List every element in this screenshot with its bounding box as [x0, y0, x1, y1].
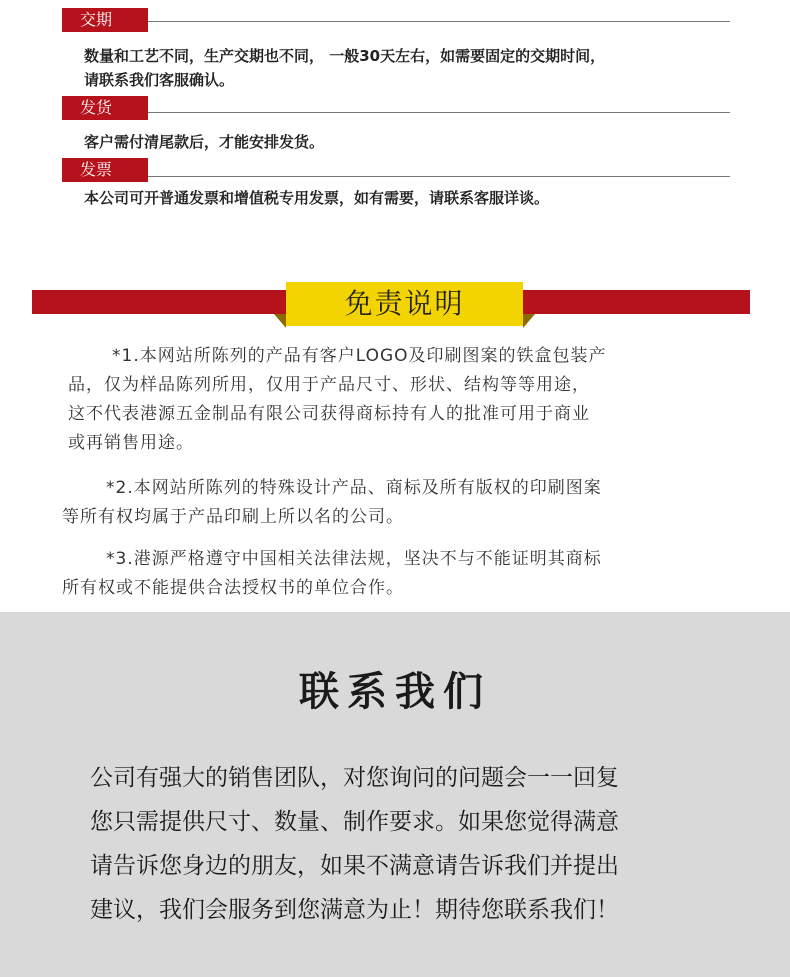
disclaimer-paragraph-3	[62, 545, 722, 603]
delivery-rule	[148, 21, 730, 22]
contact-line-1: 公司有强大的销售团队，对您询问的问题会一一回复	[90, 765, 619, 791]
invoice-tag: 发票	[62, 158, 148, 182]
shipping-tag: 发货	[62, 96, 148, 120]
contact-line-3: 请告诉您身边的朋友，如果不满意请告诉我们并提出	[90, 853, 619, 879]
contact-text	[90, 756, 730, 932]
disclaimer-p1-line-1: *1.本网站所陈列的产品有客户LOGO及印刷图案的铁盒包装产	[112, 346, 607, 366]
contact-line-2: 您只需提供尺寸、数量、制作要求。如果您觉得满意	[90, 809, 619, 835]
delivery-line-1: 数量和工艺不同，生产交期也不同， 一般30天左右，如需要固定的交期时间，	[84, 47, 606, 65]
banner-right-bar	[518, 290, 750, 314]
banner-right-fold	[523, 314, 535, 328]
delivery-tag: 交期	[62, 8, 148, 32]
disclaimer-p3-line-2: 所有权或不能提供合法授权书的单位合作。	[62, 578, 404, 598]
contact-title: 联系我们	[299, 669, 491, 715]
invoice-text: 本公司可开普通发票和增值税专用发票，如有需要，请联系客服详谈。	[84, 189, 550, 207]
contact-line-4: 建议，我们会服务到您满意为止！期待您联系我们！	[90, 897, 619, 923]
banner-left-bar	[32, 290, 292, 314]
disclaimer-p2-line-1: *2.本网站所陈列的特殊设计产品、商标及所有版权的印刷图案	[106, 478, 602, 498]
shipping-text: 客户需付清尾款后，才能安排发货。	[84, 133, 325, 151]
disclaimer-paragraph-1	[62, 342, 722, 458]
disclaimer-p1-line-2: 品，仅为样品陈列所用，仅用于产品尺寸、形状、结构等等用途，	[68, 375, 590, 395]
disclaimer-paragraph-2	[62, 474, 722, 532]
shipping-rule	[148, 112, 730, 113]
invoice-rule	[148, 176, 730, 177]
delivery-line-2: 请联系我们客服确认。	[84, 71, 235, 89]
disclaimer-p1-line-3: 这不代表港源五金制品有限公司获得商标持有人的批准可用于商业	[68, 404, 590, 424]
disclaimer-p3-line-1: *3.港源严格遵守中国相关法律法规，坚决不与不能证明其商标	[106, 549, 602, 569]
disclaimer-p1-line-4: 或再销售用途。	[68, 433, 194, 453]
disclaimer-title: 免责说明	[286, 282, 523, 326]
disclaimer-p2-line-2: 等所有权均属于产品印刷上所以名的公司。	[62, 507, 404, 527]
banner-left-fold	[274, 314, 286, 328]
